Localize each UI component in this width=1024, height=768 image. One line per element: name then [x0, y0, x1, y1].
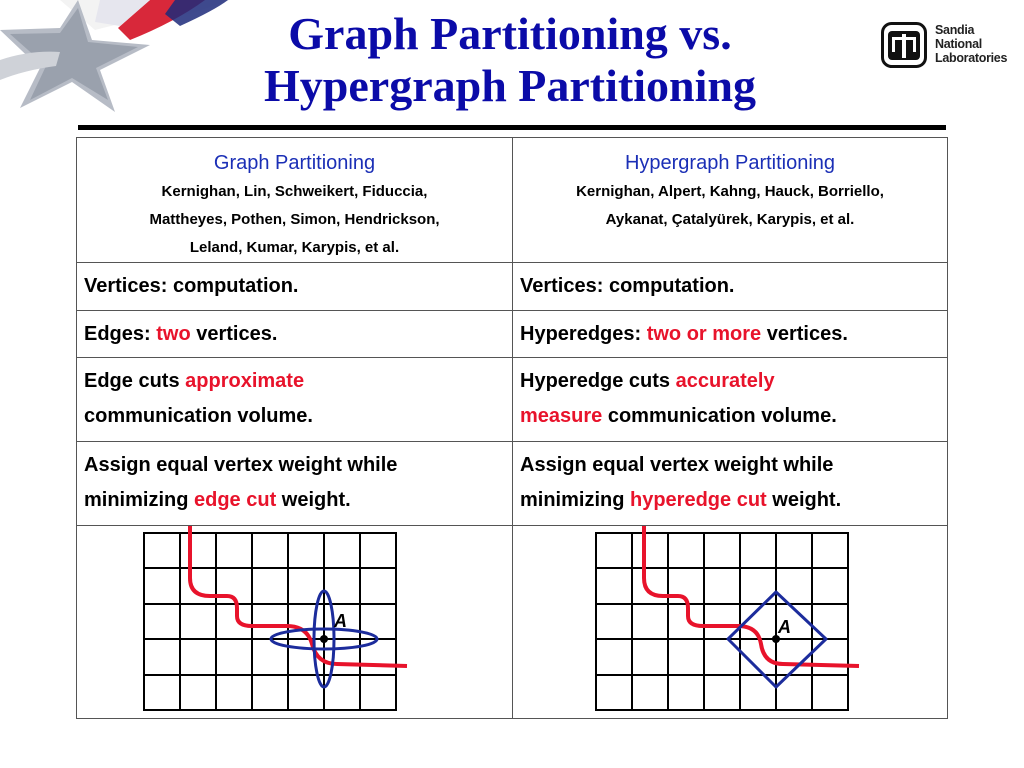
title-line-1: Graph Partitioning vs.	[288, 8, 732, 59]
grid-lines	[596, 533, 848, 710]
graph-figure-cell	[77, 526, 513, 719]
sandia-wordmark: Sandia National Laboratories	[935, 23, 1008, 65]
table-header-row	[77, 138, 948, 263]
graph-partitioning-header	[77, 138, 513, 263]
hypergraph-partitioning-header	[513, 138, 948, 263]
hyper-authors: Kernighan, Alpert, Kahng, Hauck, Borriello, Aykanat, Çatalyürek, Karypis, et al.	[576, 183, 884, 228]
graph-partition-figure	[77, 526, 513, 718]
row1-right: Vertices: computation.	[513, 263, 948, 311]
row3-right: Hyperedge cuts accurately measure communication volume.	[513, 358, 948, 442]
row2-left: Edges: two vertices.	[77, 311, 513, 358]
hypergraph-figure-cell	[513, 526, 948, 719]
vertex-a	[320, 635, 328, 643]
table-row	[77, 263, 948, 311]
partition-boundary	[190, 526, 407, 666]
graph-header-title: Graph Partitioning	[213, 152, 376, 174]
hypergraph-partition-figure	[513, 526, 948, 718]
row3-left: Edge cuts approximate communication volume.	[77, 358, 513, 442]
row4-right: Assign equal vertex weight while minimizing hyperedge cut weight.	[513, 442, 948, 526]
row2-right: Hyperedges: two or more vertices.	[513, 311, 948, 358]
comparison-table	[76, 137, 948, 719]
figure-row	[77, 526, 948, 719]
table-row	[77, 358, 948, 442]
grid-lines	[144, 533, 396, 710]
sandia-logo	[881, 22, 1011, 68]
vertex-a-label: A	[778, 617, 791, 637]
table-row	[77, 311, 948, 358]
title-line-2: Hypergraph Partitioning	[264, 60, 756, 111]
title-divider	[78, 125, 946, 130]
hyper-header-title: Hypergraph Partitioning	[624, 152, 836, 174]
thunderbird-icon	[881, 22, 927, 68]
page-title	[190, 8, 830, 112]
row1-left: Vertices: computation.	[77, 263, 513, 311]
graph-authors: Kernighan, Lin, Schweikert, Fiduccia, Mattheyes, Pothen, Simon, Hendrickson, Leland, Kumar, Karypis, et al.	[149, 183, 440, 256]
table-row	[77, 442, 948, 526]
vertex-a-label: A	[334, 611, 347, 631]
row4-left: Assign equal vertex weight while minimizing edge cut weight.	[77, 442, 513, 526]
partition-boundary	[644, 526, 859, 666]
